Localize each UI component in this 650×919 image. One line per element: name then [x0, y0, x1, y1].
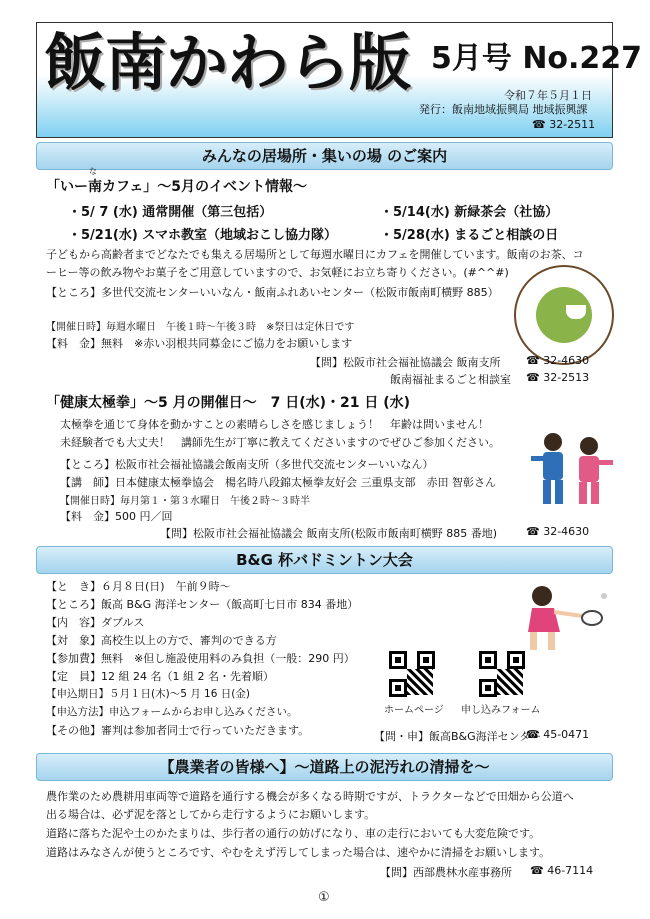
taichi-time: 【開催日時】毎月第１・第３水曜日 午後２時～３時半: [60, 496, 310, 507]
cafe-time: 【開催日時】毎週水曜日 午後１時～午後３時 ※祭日は定休日です: [46, 322, 355, 333]
taichi-illustration: [527, 428, 617, 512]
issue-date: 令和７年５月１日: [504, 89, 592, 102]
page-number: ①: [318, 890, 330, 905]
farmers-contact: 【問】西部農林水産事務所: [380, 866, 512, 879]
taichi-description: 未経験者でも大丈夫！ 講師先生が丁寧に教えてくださいますのでぜひご参加ください。: [60, 436, 500, 449]
badminton-row: 【対 象】高校生以上の方で、審判のできる方: [46, 634, 277, 647]
section-header-ibasho: みんなの居場所・集いの場 のご案内: [36, 142, 613, 170]
ruby-na: な: [89, 167, 97, 176]
section-header-badminton: B&G 杯バドミントン大会: [36, 546, 613, 574]
badminton-row: 【内 容】ダブルス: [46, 616, 145, 629]
qr-label-form: 申し込みフォーム: [461, 705, 541, 716]
qr-label-homepage: ホームページ: [384, 705, 444, 716]
taichi-fee: 【料 金】500 円／回: [60, 510, 173, 523]
issue-number: 5月号 No.227: [431, 41, 643, 76]
farmers-text: 道路に落ちた泥や土のかたまりは、歩行者の通行の妨げになり、車の走行においても大変危険です。: [46, 827, 541, 840]
cafe-place: 【ところ】多世代交流センターいいなん・飯南ふれあいセンター（松阪市飯南町横野 885）: [46, 286, 499, 299]
farmers-text: 出る場合は、必ず泥を落としてから走行するようにお願いします。: [46, 808, 376, 821]
taichi-title: 「健康太極拳」～5 月の開催日～ 7 日(水)・21 日 (水): [46, 395, 411, 411]
newsletter-title: 飯南かわら版: [44, 26, 411, 99]
cafe-contact-tel: ☎ 32-2513: [526, 371, 590, 384]
event-item: ・5/ 7 (水) 通常開催（第三包括）: [68, 205, 273, 220]
event-item: ・5/21(水) スマホ教室（地域おこし協力隊）: [68, 228, 338, 243]
taichi-contact-tel: ☎ 32-4630: [526, 525, 590, 538]
badminton-contact-tel: ☎ 45-0471: [526, 728, 590, 741]
cafe-fee: 【料 金】無料 ※赤い羽根共同募金にご協力をお願いします: [46, 337, 353, 350]
badminton-row: 【申込方法】申込フォームからお申し込みください。: [46, 706, 298, 718]
farmers-text: 農作業のため農耕用車両等で道路を通行する機会が多くなる時期ですが、トラクターなどで田畑から公道へ: [46, 790, 574, 803]
section-header-farmers: 【農業者の皆様へ】～道路上の泥汚れの清掃を～: [36, 753, 613, 781]
badminton-player-illustration: [512, 582, 610, 652]
publisher: 発行：飯南地域振興局 地域振興課: [419, 103, 588, 116]
badminton-contact: 【問・申】飯高B&G海洋センター: [374, 730, 542, 743]
qr-code-homepage[interactable]: [389, 651, 435, 697]
event-item: ・5/14(水) 新緑茶会（社協）: [380, 205, 559, 220]
badminton-row: 【参加費】無料 ※但し施設使用料のみ負担（一般：290 円）: [46, 652, 355, 665]
cafe-contact: 飯南福祉まるごと相談室: [390, 373, 511, 386]
cafe-description: 子どもから高齢者までどなたでも集える居場所として毎週水曜日にカフェを開催しています。飯南のお茶、コ: [46, 248, 584, 261]
cafe-contact: 【問】松阪市社会福祉協議会 飯南支所: [310, 356, 501, 369]
badminton-row: 【申込期日】５月１日(木)～5 月 16 日(金): [46, 688, 250, 700]
badminton-row: 【その他】審判は参加者同士で行っていただきます。: [46, 724, 310, 737]
taichi-description: 太極拳を通じて身体を動かすことの素晴らしさを感じましょう！ 年齢は問いません！: [60, 418, 489, 431]
farmers-text: 道路はみなさんが使うところです、やむをえず汚してしまった場合は、速やかに清掃をお願いします。: [46, 846, 551, 859]
cafe-title: 「いー南カフェ」～5月のイベント情報～: [46, 179, 308, 195]
cafe-logo: [514, 265, 614, 365]
taichi-teacher: 【講 師】日本健康太極拳協会 楊名時八段錦太極拳友好会 三重県支部 赤田 智彰さん: [60, 476, 496, 489]
taichi-place: 【ところ】松阪市社会福祉協議会飯南支所（多世代交流センターいいなん）: [60, 458, 434, 471]
qr-code-form[interactable]: [479, 651, 525, 697]
cafe-contact-tel: ☎ 32-4630: [526, 354, 590, 367]
event-item: ・5/28(水) まるごと相談の日: [380, 228, 559, 243]
badminton-row: 【と き】６月８日(日) 午前９時～: [46, 580, 231, 593]
publisher-tel: ☎ 32-2511: [532, 118, 596, 131]
badminton-row: 【定 員】12 組 24 名（1 組 2 名・先着順）: [46, 670, 274, 683]
badminton-row: 【ところ】飯高 B&G 海洋センター（飯高町七日市 834 番地）: [46, 598, 359, 611]
taichi-contact: 【問】松阪市社会福祉協議会 飯南支所(松阪市飯南町横野 885 番地): [160, 527, 498, 540]
cafe-description: ーヒー等の飲み物やお菓子をご用意していますので、お気軽にお立ち寄りください。(#^^#): [46, 266, 509, 279]
farmers-contact-tel: ☎ 46-7114: [530, 864, 594, 877]
